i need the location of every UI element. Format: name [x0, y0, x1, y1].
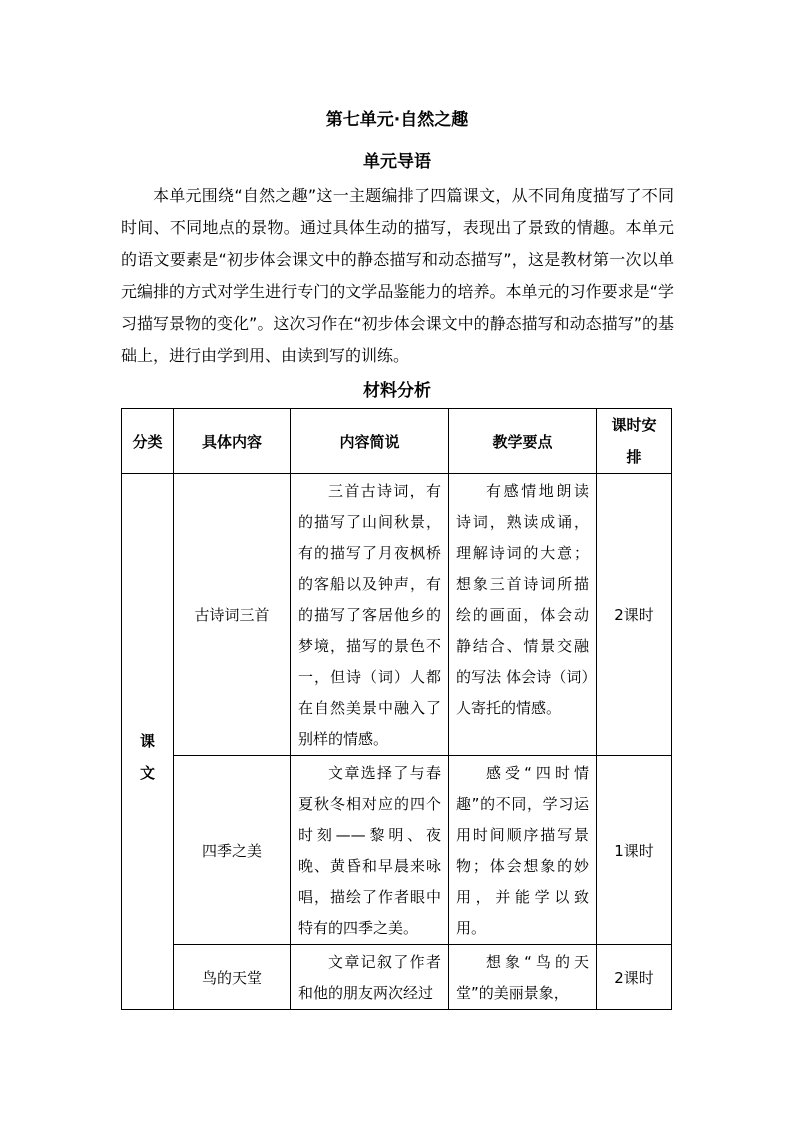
- table-row: [122, 945, 672, 1010]
- row-key-points: 想象“鸟的天堂”的美丽景象，: [449, 945, 597, 1010]
- row-summary: 文章记叙了作者和他的朋友两次经过: [291, 945, 449, 1010]
- row-key-points: 有感情地朗读诗词，熟读成诵，理解诗词的大意；想象三首诗词所描绘的画面，体会动静结合、情景交融的写法 体会诗（词）人寄托的情感。: [449, 474, 597, 756]
- header-hours-line2: 排: [626, 448, 642, 466]
- intro-paragraph: 本单元围绕“自然之趣”这一主题编排了四篇课文，从不同角度描写了不同时间、不同地点的景物。通过具体生动的描写，表现出了景致的情趣。本单元的语文要素是“初步体会课文中的静态描写和动态描写”，这是教材第一次以单元编排的方式对学生进行专门的文学品鉴能力的培养。本单元的习作要求是“学习描写景物的变化”。这次习作在“初步体会课文中的静态描写和动态描写”的基础上，进行由学到用、由读到写的训练。: [121, 186, 674, 365]
- analysis-heading: 材料分析: [363, 381, 431, 401]
- intro-heading: 单元导语: [363, 152, 431, 172]
- category-line2: 文: [139, 763, 155, 782]
- header-content: 具体内容: [174, 409, 291, 474]
- header-category: 分类: [122, 409, 174, 474]
- row-key-points: 感受“四时情趣”的不同，学习运用时间顺序描写景物；体会想象的妙用，并能学以致用。: [449, 756, 597, 945]
- category-cell: [122, 474, 174, 1010]
- table-row: [122, 756, 672, 945]
- header-hours-line1: 课时安: [611, 416, 657, 434]
- row-summary: 三首古诗词，有的描写了山间秋景，有的描写了月夜枫桥的客船以及钟声，有的描写了客居他乡的梦境，描写的景色不一，但诗（词）人都在自然美景中融入了别样的情感。: [291, 474, 449, 756]
- row-content: 四季之美: [174, 756, 291, 945]
- row-hours: 2课时: [597, 474, 672, 756]
- row-content: 古诗词三首: [174, 474, 291, 756]
- table-row: [122, 474, 672, 756]
- header-key-points: 教学要点: [449, 409, 597, 474]
- materials-table: [121, 408, 672, 1010]
- table-header-row: [122, 409, 672, 474]
- header-summary: 内容简说: [291, 409, 449, 474]
- document-title: 第七单元·自然之趣: [325, 110, 469, 130]
- intro-paragraph-block: [121, 180, 674, 372]
- category-line1: 课: [139, 731, 155, 750]
- row-content: 鸟的天堂: [174, 945, 291, 1010]
- header-hours: [597, 409, 672, 474]
- row-summary: 文章选择了与春夏秋冬相对应的四个时刻——黎明、夜晚、黄昏和早晨来咏唱，描绘了作者眼中特有的四季之美。: [291, 756, 449, 945]
- row-hours: 2课时: [597, 945, 672, 1010]
- row-hours: 1课时: [597, 756, 672, 945]
